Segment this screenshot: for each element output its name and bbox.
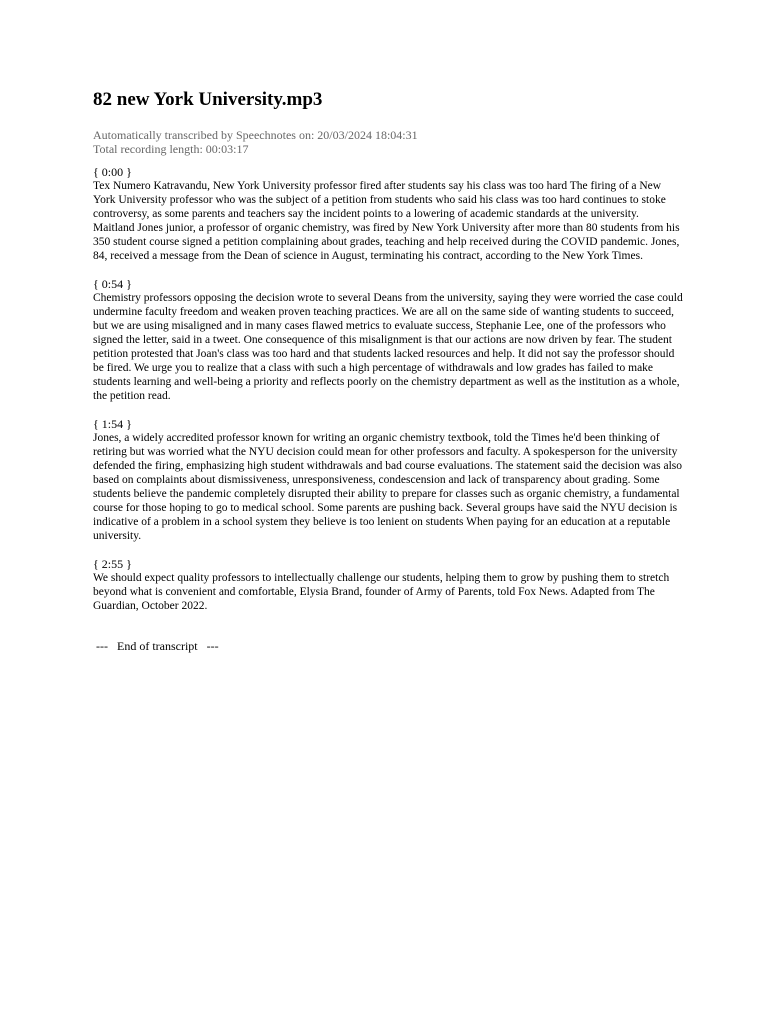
- document-title: 82 new York University.mp3: [93, 89, 323, 110]
- transcript-page: [93, 88, 683, 653]
- segment-timestamp: { 1:54 }: [93, 417, 132, 431]
- segment-text: Jones, a widely accredited professor known for writing an organic chemistry textbook, told the Times he'd been thinking of retiring but was worried what the NYU decision could mean for other professors and faculty. A spokesperson for the university defended the firing, emphasizing high student withdrawals and bad course evaluations. The statement said the decision was also based on complaints about dismissiveness, unresponsiveness, condescension and lack of transparency about grading. Some students believe the pandemic completely disrupted their ability to prepare for classes such as organic chemistry, a fundamental course for those hoping to go to medical school. Some parents are pushing back. Several groups have said the NYU decision is indicative of a problem in a school system they believe is too lenient on students When paying for an education at a reputable university.: [93, 432, 683, 542]
- segment-text: Chemistry professors opposing the decision wrote to several Deans from the university, saying they were worried the case could undermine faculty freedom and weaken proven teaching practices. We are all on the same side of wanting students to succeed, but we are using misaligned and in many cases flawed metrics to evaluate success, Stephanie Lee, one of the professors who signed the letter, said in a tweet. One consequence of this misalignment is that our actions are now driven by fear. The student petition protested that Joan's class was too hard and that students lacked resources and help. It did not say the professor should be fired. We urge you to realize that a class with such a high percentage of withdrawals and low grades has failed to make students learning and well-being a priority and reflects poorly on the chemistry department as well as the institution as a whole, the petition read.: [93, 292, 683, 402]
- end-of-transcript: --- End of transcript ---: [93, 639, 219, 653]
- transcript-segment: [93, 277, 683, 403]
- recording-length: Total recording length: 00:03:17: [93, 142, 249, 156]
- transcript-meta: [93, 128, 683, 156]
- segment-timestamp: { 2:55 }: [93, 557, 132, 571]
- transcription-info: Automatically transcribed by Speechnotes on: 20/03/2024 18:04:31: [93, 128, 418, 142]
- segment-text: We should expect quality professors to intellectually challenge our students, helping them to grow by pushing them to stretch beyond what is convenient and comfortable, Elysia Brand, founder of Army of Parents, told Fox News. Adapted from The Guardian, October 2022.: [93, 572, 670, 612]
- segment-timestamp: { 0:54 }: [93, 277, 132, 291]
- transcript-segment: [93, 417, 683, 543]
- transcript-segment: [93, 165, 683, 263]
- transcript-segment: [93, 557, 683, 613]
- segment-text: Tex Numero Katravandu, New York University professor fired after students say his class was too hard The firing of a New York University professor who was the subject of a petition from students who said his class was too hard continues to stoke controversy, as some parents and teachers say the incident points to a lowering of academic standards at the university. Maitland Jones junior, a professor of organic chemistry, was fired by New York University after more than 80 students from his 350 student course signed a petition complaining about grades, teaching and help received during the COVID pandemic. Jones, 84, received a message from the Dean of science in August, terminating his contract, according to the New York Times.: [93, 180, 680, 262]
- segment-timestamp: { 0:00 }: [93, 165, 132, 179]
